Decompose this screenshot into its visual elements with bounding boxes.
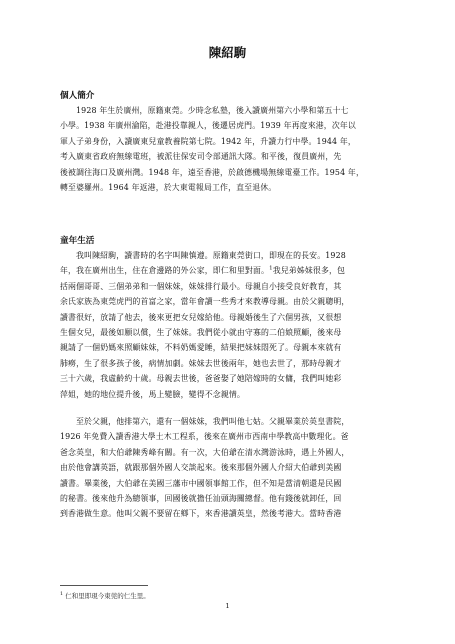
text-line: 後被調往海口及廣州灣。1948 年，遠至香港，於啟德機場無線電臺工作。1954 年， (60, 167, 364, 177)
text-line: 親請了一個奶媽來照顧妹妹，不料奶媽愛睡，結果把妹妹悶死了。母親本來就有 (60, 343, 342, 353)
text-line: 讀書。畢業後，大伯爺在美國三藩市中國領事館工作，但不知是當清朝還是民國 (60, 478, 342, 488)
text-line: 余氏家族為東莞虎門的首富之家，當年會讀一些秀才來教導母親。由於父親聰明， (60, 297, 350, 307)
text-line: 至於父親，他排第六，還有一個妹妹，我們叫他七姑。父親畢業於英皇書院， (76, 417, 350, 426)
text-line: 1926 年免費入讀香港大學土木工程系，後來在廣州市西南中學教高中數理化。爸 (60, 432, 349, 442)
section-heading-profile: 個人簡介 (60, 91, 95, 101)
text-line: 爸念英皇，和大伯爺陳秀峰有關。有一次，大伯爺在清水灣游泳時，遇上外國人， (60, 447, 350, 457)
text-line (60, 263, 395, 278)
childhood-paragraph-1 (60, 248, 395, 402)
text-line: 生個女兒，最後如願以償，生了妹妹。我們從小就由守寡的二伯娘照顧，後來母 (60, 328, 342, 338)
text-line: 萍姐，她的地位提升後，馬上變臉，變得不念親情。 (60, 389, 245, 399)
text-line: 肺癆，生了很多孩子後，病情加劇。妹妹去世後兩年，她也去世了，那時母親才 (60, 358, 342, 368)
text-line: 軍人子弟身份，入讀廣東兒童教養院第七院。1942 年，升讀力行中學。1944 年， (60, 136, 356, 146)
text-line: 讀書很好，放請了他去，後來更把女兒嫁給他。母親婚後生了六個男孩，又很想 (60, 312, 342, 322)
text-line: 括兩個哥哥、三個弟弟和一個妹妹，妹妹排行最小。母親自小接受良好教育，其 (60, 281, 342, 291)
footnote (60, 591, 150, 600)
page-number: 1 (225, 602, 230, 610)
footnote-text: 仁和里即現今東莞的仁生里。 (65, 592, 150, 601)
text-line: 轉至婆羅州。1964 年返港，於大東電報局工作，直至退休。 (60, 183, 277, 193)
section-heading-childhood: 童年生活 (60, 236, 95, 246)
text-fragment: 我兒弟姊妹很多，包 (272, 266, 346, 276)
text-fragment: 年，我在廣州出生，住在倉邊路的外公家，即仁和里對面。 (60, 266, 270, 276)
text-line: 到香港做生意。他叫父親不要留在鄉下，來香港讀英皇，然後考港大。當時香港 (60, 509, 342, 519)
text-line: 三十六歲，我虛齡約十歲。母親去世後，爸爸娶了她陪嫁時的女傭，我們叫她彩 (60, 374, 342, 384)
text-line: 1928 年生於廣州，原籍東莞。少時念私塾，後入讀廣州第六小學和第五十七 (76, 106, 349, 115)
footnote-reference[interactable]: 1 (269, 265, 273, 272)
document-title: 陳紹駒 (208, 45, 247, 60)
text-line: 我叫陳紹駒，讀書時的名字叫陳慎遵。原籍東莞街口，即現在的長安。1928 (76, 251, 346, 260)
text-line: 由於他會講英語，就跟那個外國人交談起來。後來那個外國人介紹大伯爺到美國 (60, 463, 342, 473)
text-line: 的秘書。後來他升為總領事，回國後就擔任汕頭海關總督。他有錢後就卸任，回 (60, 494, 342, 504)
footnote-separator (60, 585, 148, 586)
text-line: 小學。1938 年廣州淪陷，赴港投靠親人，後遷居虎門。1939 年再度來港，次年以 (60, 121, 356, 131)
text-line: 考入廣東省政府無線電班，被派往保安司令部通訊大隊。和平後，復員廣州，先 (60, 152, 342, 162)
profile-paragraph (60, 103, 395, 195)
footnote-marker: 1 (60, 591, 64, 597)
childhood-paragraph-2 (60, 414, 395, 522)
